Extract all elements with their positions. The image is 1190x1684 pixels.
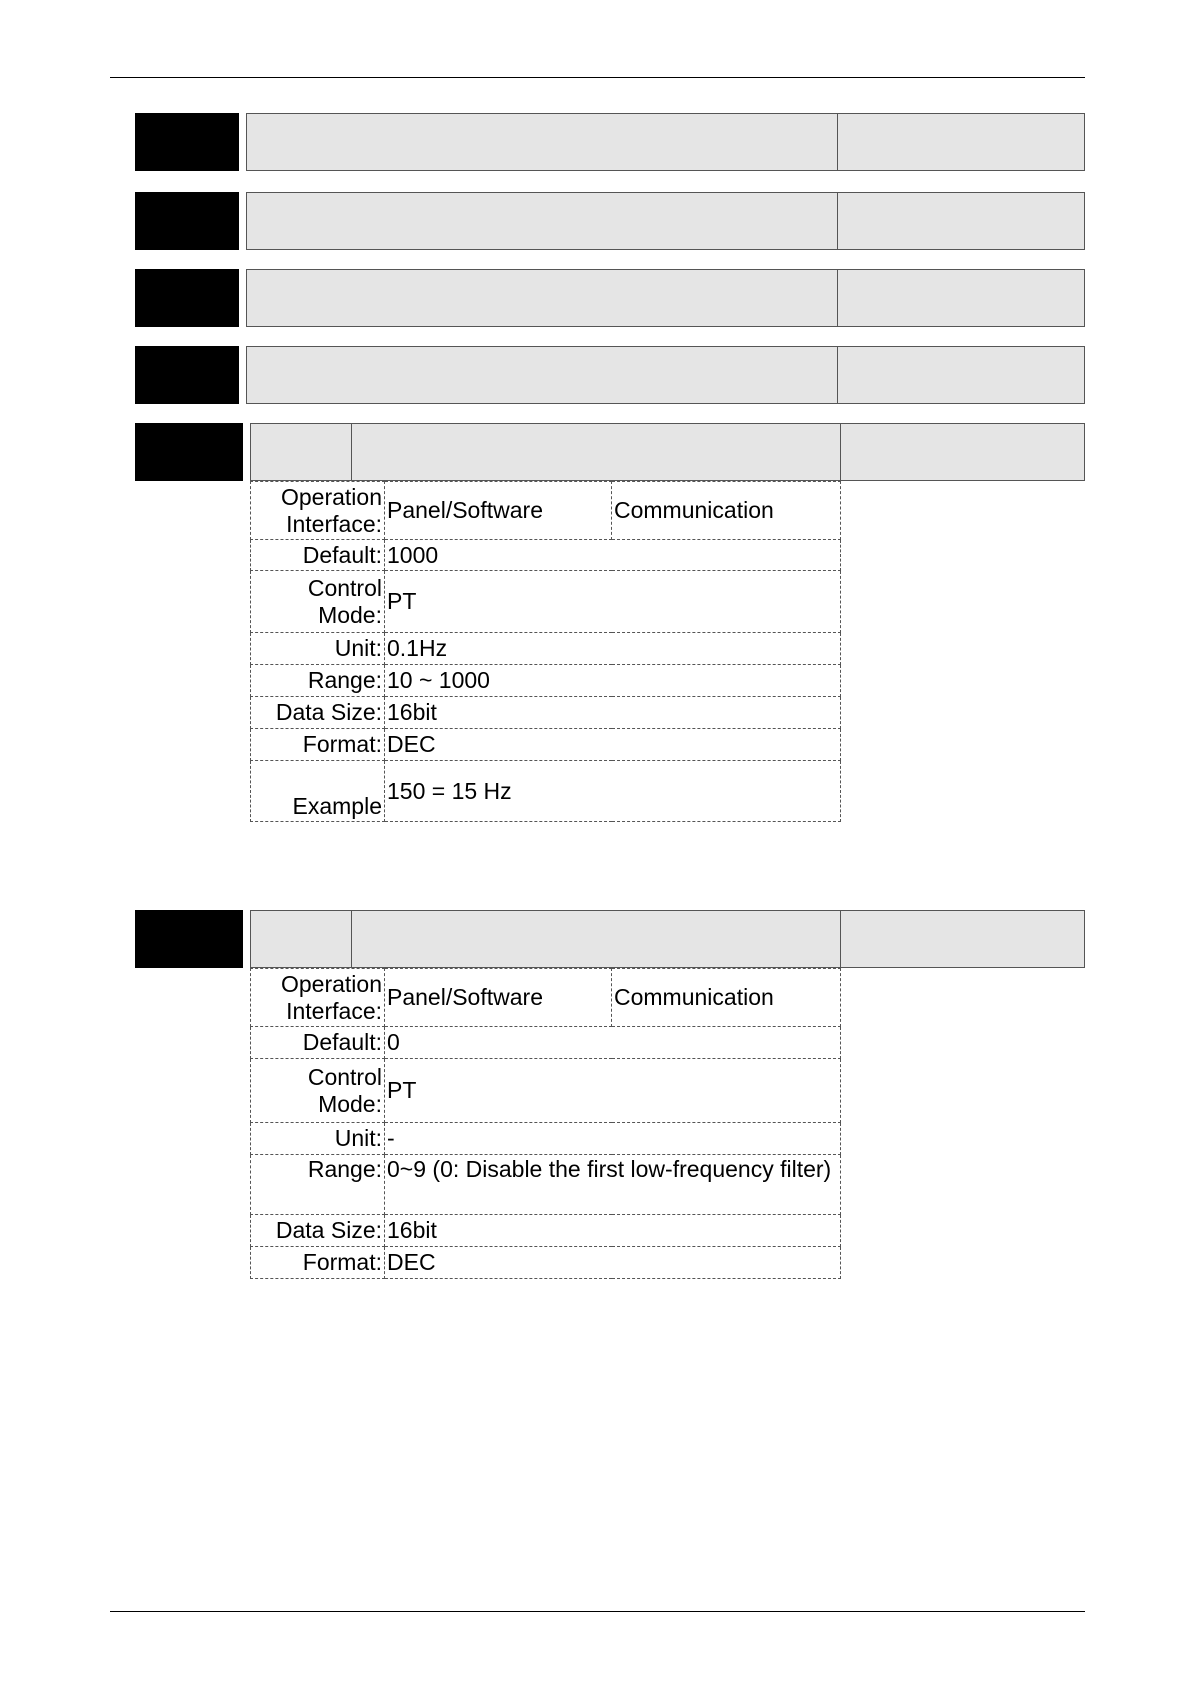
attr-value: PT — [385, 571, 841, 633]
attr-label: Operation Interface: — [251, 969, 385, 1027]
param-tag-block — [135, 269, 239, 327]
attr-row-range — [251, 665, 841, 697]
param-name-cell — [246, 192, 838, 250]
attr-value: Panel/Software — [385, 482, 612, 540]
param-header-row — [135, 423, 1085, 481]
attr-row-unit — [251, 633, 841, 665]
attr-label: Default: — [251, 1027, 385, 1059]
attr-row-example — [251, 761, 841, 822]
param-name-cell — [246, 269, 838, 327]
attr-row-control-mode — [251, 571, 841, 633]
attr-value: 16bit — [385, 1215, 841, 1247]
attr-row-data-size — [251, 1215, 841, 1247]
attr-value: 150 = 15 Hz — [385, 761, 841, 822]
attr-row-control-mode — [251, 1059, 841, 1123]
attr-value: 16bit — [385, 697, 841, 729]
attr-row-operation-interface — [251, 969, 841, 1027]
param-address-cell — [837, 346, 1085, 404]
attr-value: PT — [385, 1059, 841, 1123]
param-tag-block — [135, 910, 243, 968]
attr-row-format — [251, 1247, 841, 1279]
param-address-cell — [837, 192, 1085, 250]
attr-row-default — [251, 1027, 841, 1059]
param-name-cell — [246, 113, 838, 171]
attr-row-range — [251, 1155, 841, 1215]
param-name-cell — [246, 346, 838, 404]
attr-label: Default: — [251, 540, 385, 571]
footer-rule — [110, 1611, 1085, 1612]
attr-value: 10 ~ 1000 — [385, 665, 841, 697]
attr-value: Communication — [612, 969, 841, 1027]
attr-label: Unit: — [251, 633, 385, 665]
attr-row-unit — [251, 1123, 841, 1155]
attr-label: Format: — [251, 1247, 385, 1279]
param-header-row — [135, 113, 1085, 171]
attr-value: 0.1Hz — [385, 633, 841, 665]
attr-label: Example — [251, 761, 385, 822]
attr-label: Control Mode: — [251, 571, 385, 633]
attr-label: Data Size: — [251, 1215, 385, 1247]
param-name-cell — [351, 910, 841, 968]
attr-value: Panel/Software — [385, 969, 612, 1027]
param-header-row — [135, 269, 1085, 327]
param-tag-block — [135, 192, 239, 250]
param-tag-block — [135, 113, 239, 171]
param-tag-block — [135, 423, 243, 481]
param-attributes-table — [250, 481, 841, 822]
attr-label: Unit: — [251, 1123, 385, 1155]
param-attributes-table — [250, 968, 841, 1279]
attr-label: Control Mode: — [251, 1059, 385, 1123]
param-header-row — [135, 910, 1085, 968]
param-name-cell — [351, 423, 841, 481]
attr-label: Format: — [251, 729, 385, 761]
attr-row-operation-interface — [251, 482, 841, 540]
attr-value: - — [385, 1123, 841, 1155]
param-address-cell — [840, 423, 1085, 481]
attr-value: 0 — [385, 1027, 841, 1059]
param-header-row — [135, 346, 1085, 404]
param-code-cell — [250, 423, 352, 481]
attr-label: Data Size: — [251, 697, 385, 729]
param-address-cell — [837, 269, 1085, 327]
param-tag-block — [135, 346, 239, 404]
attr-value: 1000 — [385, 540, 841, 571]
header-rule — [110, 77, 1085, 78]
param-address-cell — [837, 113, 1085, 171]
attr-value: 0~9 (0: Disable the first low-frequency filter) — [385, 1155, 841, 1215]
attr-row-data-size — [251, 697, 841, 729]
param-address-cell — [840, 910, 1085, 968]
attr-label: Range: — [251, 1155, 385, 1215]
attr-value: DEC — [385, 1247, 841, 1279]
attr-label: Operation Interface: — [251, 482, 385, 540]
param-code-cell — [250, 910, 352, 968]
param-header-row — [135, 192, 1085, 250]
attr-row-format — [251, 729, 841, 761]
attr-row-default — [251, 540, 841, 571]
attr-label: Range: — [251, 665, 385, 697]
attr-value: Communication — [612, 482, 841, 540]
attr-value: DEC — [385, 729, 841, 761]
